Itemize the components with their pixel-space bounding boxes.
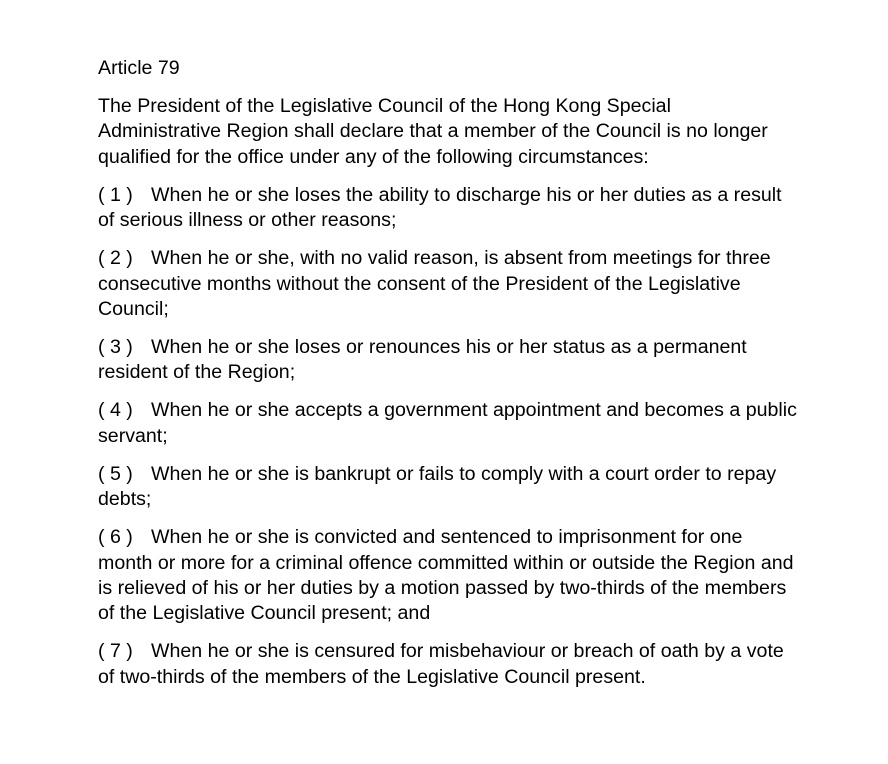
item-text: When he or she is bankrupt or fails to comply with a court order to repay debts; <box>98 462 777 511</box>
list-item <box>98 335 798 386</box>
item-text: When he or she is censured for misbehaviour or breach of oath by a vote of two-thirds of the members of the Legislative Council present. <box>98 640 784 688</box>
list-item <box>98 246 798 322</box>
item-number: ( 7 ) <box>98 640 133 663</box>
article-intro: The President of the Legislative Council of the Hong Kong Special Administrative Region shall declare that a member of the Council is no longer qualified for the office under any of the following circumstances: <box>98 95 768 168</box>
item-text: When he or she loses or renounces his or her status as a permanent resident of the Region; <box>98 336 747 384</box>
item-number: ( 1 ) <box>98 183 133 206</box>
item-text: When he or she, with no valid reason, is absent from meetings for three consecutive months without the consent of the President of the Legislative Council; <box>98 247 771 321</box>
item-number: ( 4 ) <box>98 399 133 422</box>
item-number: ( 2 ) <box>98 247 133 270</box>
item-text: When he or she is convicted and sentenced to imprisonment for one month or more for a criminal offence committed within or outside the Region and is relieved of his or her duties by a motion passed by two-thirds of the members of the Legislative Council present; and <box>98 526 794 625</box>
item-number: ( 3 ) <box>98 336 133 359</box>
list-item <box>98 462 798 513</box>
item-text: When he or she loses the ability to discharge his or her duties as a result of serious illness or other reasons; <box>98 183 782 232</box>
document-page <box>98 56 798 703</box>
list-item <box>98 398 798 449</box>
list-item <box>98 525 798 627</box>
item-number: ( 5 ) <box>98 462 133 485</box>
list-item <box>98 639 798 690</box>
list-item <box>98 183 798 234</box>
item-number: ( 6 ) <box>98 526 133 549</box>
article-title: Article 79 <box>98 57 180 79</box>
item-text: When he or she accepts a government appointment and becomes a public servant; <box>98 399 797 447</box>
